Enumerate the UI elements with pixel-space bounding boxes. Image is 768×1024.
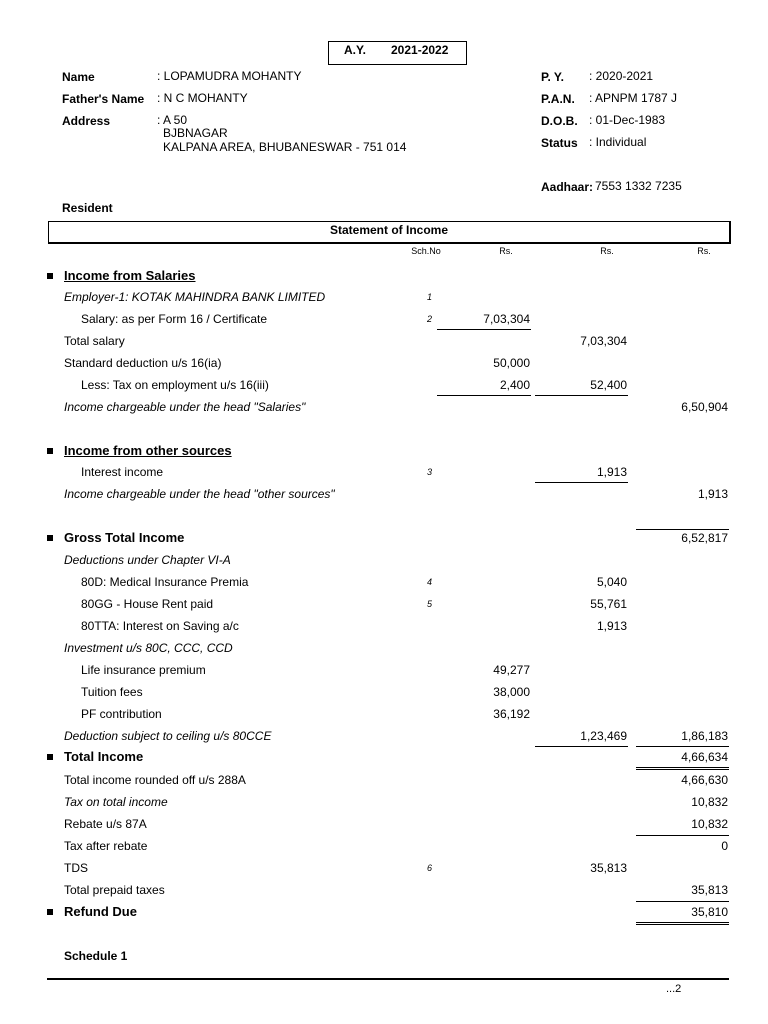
d80gg-label: 80GG - House Rent paid — [81, 597, 214, 611]
prepaid-taxes-label: Total prepaid taxes — [64, 883, 165, 897]
address-label: Address — [62, 114, 111, 128]
py-value: : 2020-2021 — [589, 69, 654, 83]
gross-total-income-heading: Gross Total Income — [64, 530, 185, 545]
rule — [636, 924, 729, 925]
salary-sch: 2 — [427, 314, 433, 324]
dob-value: : 01-Dec-1983 — [589, 113, 666, 127]
col-header-rs-1: Rs. — [499, 246, 513, 256]
investment-80c-label: Investment u/s 80C, CCC, CCD — [64, 641, 233, 655]
rule — [636, 746, 729, 747]
std-deduction-label: Standard deduction u/s 16(ia) — [64, 356, 222, 370]
tax-on-income-label: Tax on total income — [64, 795, 168, 809]
statement-title: Statement of Income — [329, 223, 449, 237]
employer-label: Employer-1: KOTAK MAHINDRA BANK LIMITED — [64, 290, 326, 304]
tax-employment-label: Less: Tax on employment u/s 16(iii) — [81, 378, 269, 392]
tax-after-rebate-label: Tax after rebate — [64, 839, 148, 853]
rebate-87a-amount: 10,832 — [691, 817, 728, 831]
tax-employment-amount: 2,400 — [499, 378, 530, 392]
refund-due-heading: Refund Due — [64, 904, 137, 919]
interest-income-amount: 1,913 — [596, 465, 627, 479]
col-header-schno: Sch.No — [411, 246, 441, 256]
bullet-icon — [47, 909, 53, 915]
ceiling-80cce-amount: 1,23,469 — [580, 729, 627, 743]
std-deduction-amount: 50,000 — [493, 356, 530, 370]
pan-value: : APNPM 1787 J — [589, 91, 678, 105]
father-name-label: Father's Name — [62, 92, 145, 106]
rule — [636, 835, 729, 836]
d80d-label: 80D: Medical Insurance Premia — [81, 575, 249, 589]
d80d-amount: 5,040 — [596, 575, 627, 589]
father-name-value: : N C MOHANTY — [157, 91, 248, 105]
salaries-heading: Income from Salaries — [64, 268, 196, 283]
ceiling-80cce-label: Deduction subject to ceiling u/s 80CCE — [64, 729, 272, 743]
pan-label: P.A.N. — [541, 92, 575, 106]
rounded-income-amount: 4,66,630 — [681, 773, 728, 787]
life-insurance-amount: 49,277 — [493, 663, 530, 677]
aadhaar-label: Aadhaar: — [541, 180, 594, 194]
name-label: Name — [62, 70, 95, 84]
residency-status: Resident — [62, 201, 113, 215]
rule — [636, 901, 729, 902]
life-insurance-label: Life insurance premium — [81, 663, 206, 677]
tax-after-rebate-amount: 0 — [721, 839, 728, 853]
tds-amount: 35,813 — [590, 861, 627, 875]
rule — [636, 922, 729, 923]
bullet-icon — [47, 448, 53, 454]
refund-due-amount: 35,810 — [691, 905, 728, 919]
rule — [535, 395, 628, 396]
rule — [636, 767, 729, 768]
bullet-icon — [47, 273, 53, 279]
total-salary-amount: 7,03,304 — [580, 334, 627, 348]
rule — [636, 529, 729, 530]
d80gg-amount: 55,761 — [590, 597, 627, 611]
pf-contribution-label: PF contribution — [81, 707, 162, 721]
interest-income-label: Interest income — [81, 465, 164, 479]
name-value: : LOPAMUDRA MOHANTY — [157, 69, 302, 83]
salaries-chargeable-amount: 6,50,904 — [681, 400, 728, 414]
prepaid-taxes-amount: 35,813 — [691, 883, 728, 897]
bullet-icon — [47, 754, 53, 760]
other-sources-chargeable-label: Income chargeable under the head "other sources" — [64, 487, 335, 501]
gross-total-income-amount: 6,52,817 — [681, 531, 728, 545]
rounded-income-label: Total income rounded off u/s 288A — [64, 773, 246, 787]
tuition-fees-amount: 38,000 — [493, 685, 530, 699]
schedule-heading: Schedule 1 — [64, 949, 128, 963]
ay-value: 2021-2022 — [391, 43, 449, 57]
dob-label: D.O.B. — [541, 114, 578, 128]
tuition-fees-label: Tuition fees — [81, 685, 143, 699]
chapter-via-label: Deductions under Chapter VI-A — [64, 553, 231, 567]
total-income-heading: Total Income — [64, 749, 144, 764]
col-header-rs-2: Rs. — [600, 246, 614, 256]
employer-sch: 1 — [427, 292, 433, 302]
address-line-2: BJBNAGAR — [163, 126, 228, 140]
address-line-1: : A 50 — [157, 113, 188, 127]
rebate-87a-label: Rebate u/s 87A — [64, 817, 147, 831]
status-value: : Individual — [589, 135, 647, 149]
rule — [437, 329, 531, 330]
rule — [535, 746, 628, 747]
bullet-icon — [47, 535, 53, 541]
tax-on-income-amount: 10,832 — [691, 795, 728, 809]
salary-amount: 7,03,304 — [483, 312, 530, 326]
tds-label: TDS — [64, 861, 88, 875]
page-continuation: ...2 — [666, 983, 682, 995]
salaries-chargeable-label: Income chargeable under the head "Salaries" — [64, 400, 306, 414]
total-deductions-amount: 1,86,183 — [681, 729, 728, 743]
footer-rule — [47, 978, 729, 980]
interest-income-sch: 3 — [427, 467, 433, 477]
col-header-rs-3: Rs. — [697, 246, 711, 256]
tds-sch: 6 — [427, 863, 433, 873]
total-income-amount: 4,66,634 — [681, 750, 728, 764]
rule — [636, 769, 729, 770]
salary-label: Salary: as per Form 16 / Certificate — [81, 312, 268, 326]
py-label: P. Y. — [541, 70, 564, 84]
rule — [535, 482, 628, 483]
total-salary-label: Total salary — [64, 334, 125, 348]
other-sources-chargeable-amount: 1,913 — [697, 487, 728, 501]
aadhaar-value: 7553 1332 7235 — [595, 179, 682, 193]
ay-label: A.Y. — [344, 43, 367, 57]
status-label: Status — [541, 136, 578, 150]
d80tta-label: 80TTA: Interest on Saving a/c — [81, 619, 239, 633]
d80gg-sch: 5 — [427, 599, 433, 609]
address-line-3: KALPANA AREA, BHUBANESWAR - 751 014 — [163, 140, 407, 154]
rule — [437, 395, 531, 396]
other-sources-heading: Income from other sources — [64, 443, 232, 458]
d80d-sch: 4 — [427, 577, 433, 587]
pf-contribution-amount: 36,192 — [493, 707, 530, 721]
d80tta-amount: 1,913 — [596, 619, 627, 633]
salary-deductions-total: 52,400 — [590, 378, 627, 392]
